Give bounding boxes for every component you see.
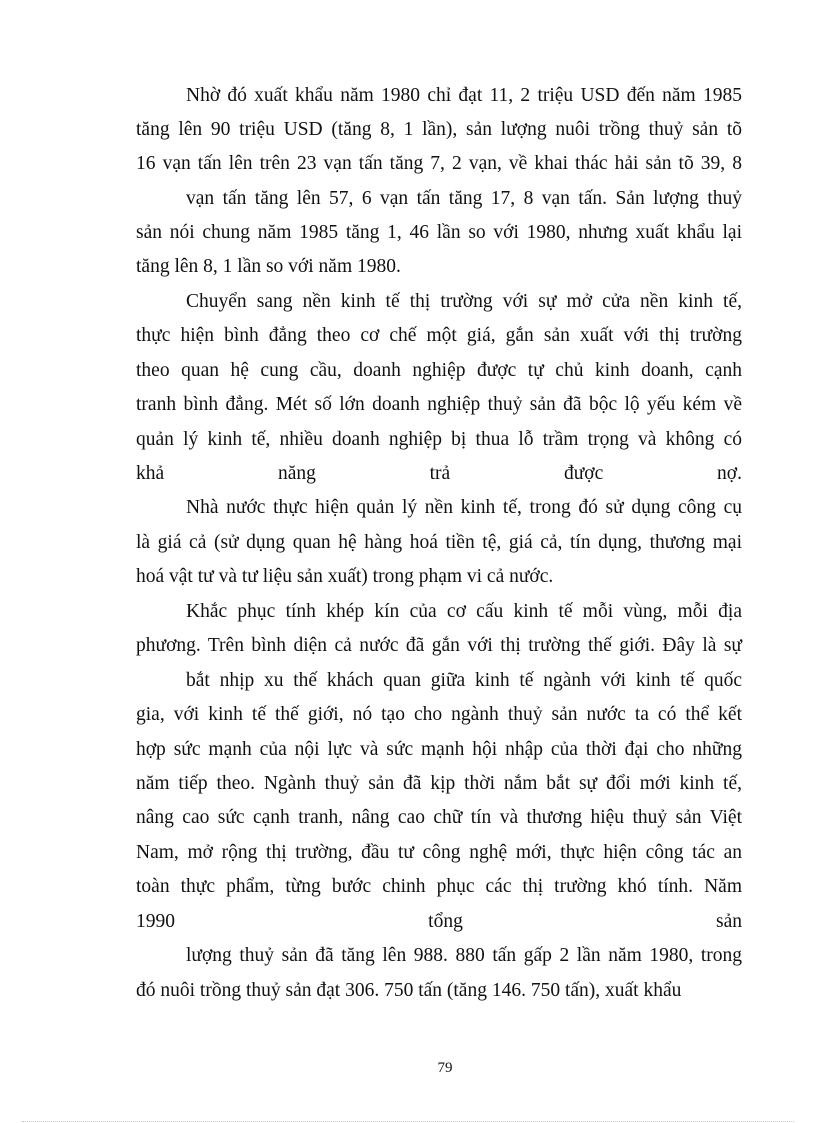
footer-divider [22, 1121, 794, 1122]
text-line: Chuyển sang nền kinh tế thị trường với sự mở cửa nền kinh tế, [186, 291, 742, 312]
text-line: Nam, mở rộng thị trường, đầu tư công nghệ mới, thực hiện công tác an [136, 842, 742, 863]
text-line: 1990 tổng sản [136, 911, 742, 932]
text-line: thực hiện bình đẳng theo cơ chế một giá, gắn sản xuất với thị trường [136, 325, 742, 346]
text-line: đó nuôi trồng thuỷ sản đạt 306. 750 tấn (tăng 146. 750 tấn), xuất khẩu [136, 980, 682, 1001]
text-line: khả năng trả được nợ. [136, 463, 742, 484]
text-line: Khắc phục tính khép kín của cơ cấu kinh tế mỗi vùng, mỗi địa [186, 601, 742, 622]
text-line: toàn thực phẩm, từng bước chinh phục các thị trường khó tính. Năm [136, 876, 742, 897]
text-line: theo quan hệ cung cầu, doanh nghiệp được tự chủ kinh doanh, cạnh [136, 360, 742, 381]
text-line: hợp sức mạnh của nội lực và sức mạnh hội nhập của thời đại cho những [136, 739, 742, 760]
text-line: tăng lên 8, 1 lần so với năm 1980. [136, 256, 401, 277]
text-line: sản nói chung năm 1985 tăng 1, 46 lần so với 1980, nhưng xuất khẩu lại [136, 222, 742, 243]
text-line: bắt nhịp xu thế khách quan giữa kinh tế ngành với kinh tế quốc [186, 670, 742, 691]
text-line: Nhà nước thực hiện quản lý nền kinh tế, trong đó sử dụng công cụ [186, 497, 742, 518]
text-line: quản lý kinh tế, nhiều doanh nghiệp bị thua lỗ trầm trọng và không có [136, 429, 742, 450]
text-line: tranh bình đẳng. Mét số lớn doanh nghiệp thuỷ sản đã bộc lộ yếu kém về [136, 394, 742, 415]
text-line: nâng cao sức cạnh tranh, nâng cao chữ tín và thương hiệu thuỷ sản Việt [136, 807, 742, 828]
text-line: lượng thuỷ sản đã tăng lên 988. 880 tấn gấp 2 lần năm 1980, trong [186, 945, 742, 966]
text-line: gia, với kinh tế thế giới, nó tạo cho ngành thuỷ sản nước ta có thể kết [136, 704, 742, 725]
text-line: Nhờ đó xuất khẩu năm 1980 chỉ đạt 11, 2 triệu USD đến năm 1985 [186, 85, 742, 106]
text-line: hoá vật tư và tư liệu sản xuất) trong phạm vi cả nước. [136, 566, 554, 587]
text-line: tăng lên 90 triệu USD (tăng 8, 1 lần), sản lượng nuôi trồng thuỷ sản tõ [136, 119, 742, 140]
text-line: phương. Trên bình diện cả nước đã gắn với thị trường thế giới. Đây là sự [136, 635, 742, 656]
text-line: 16 vạn tấn lên trên 23 vạn tấn tăng 7, 2 vạn, về khai thác hải sản tõ 39, 8 [136, 153, 742, 174]
page-number: 79 [437, 1060, 453, 1076]
text-line: là giá cả (sử dụng quan hệ hàng hoá tiền tệ, giá cả, tín dụng, thương mại [136, 532, 742, 553]
text-line: vạn tấn tăng lên 57, 6 vạn tấn tăng 17, 8 vạn tấn. Sản lượng thuỷ [186, 188, 742, 209]
text-line: năm tiếp theo. Ngành thuỷ sản đã kịp thời nắm bắt sự đổi mới kinh tế, [136, 773, 742, 794]
